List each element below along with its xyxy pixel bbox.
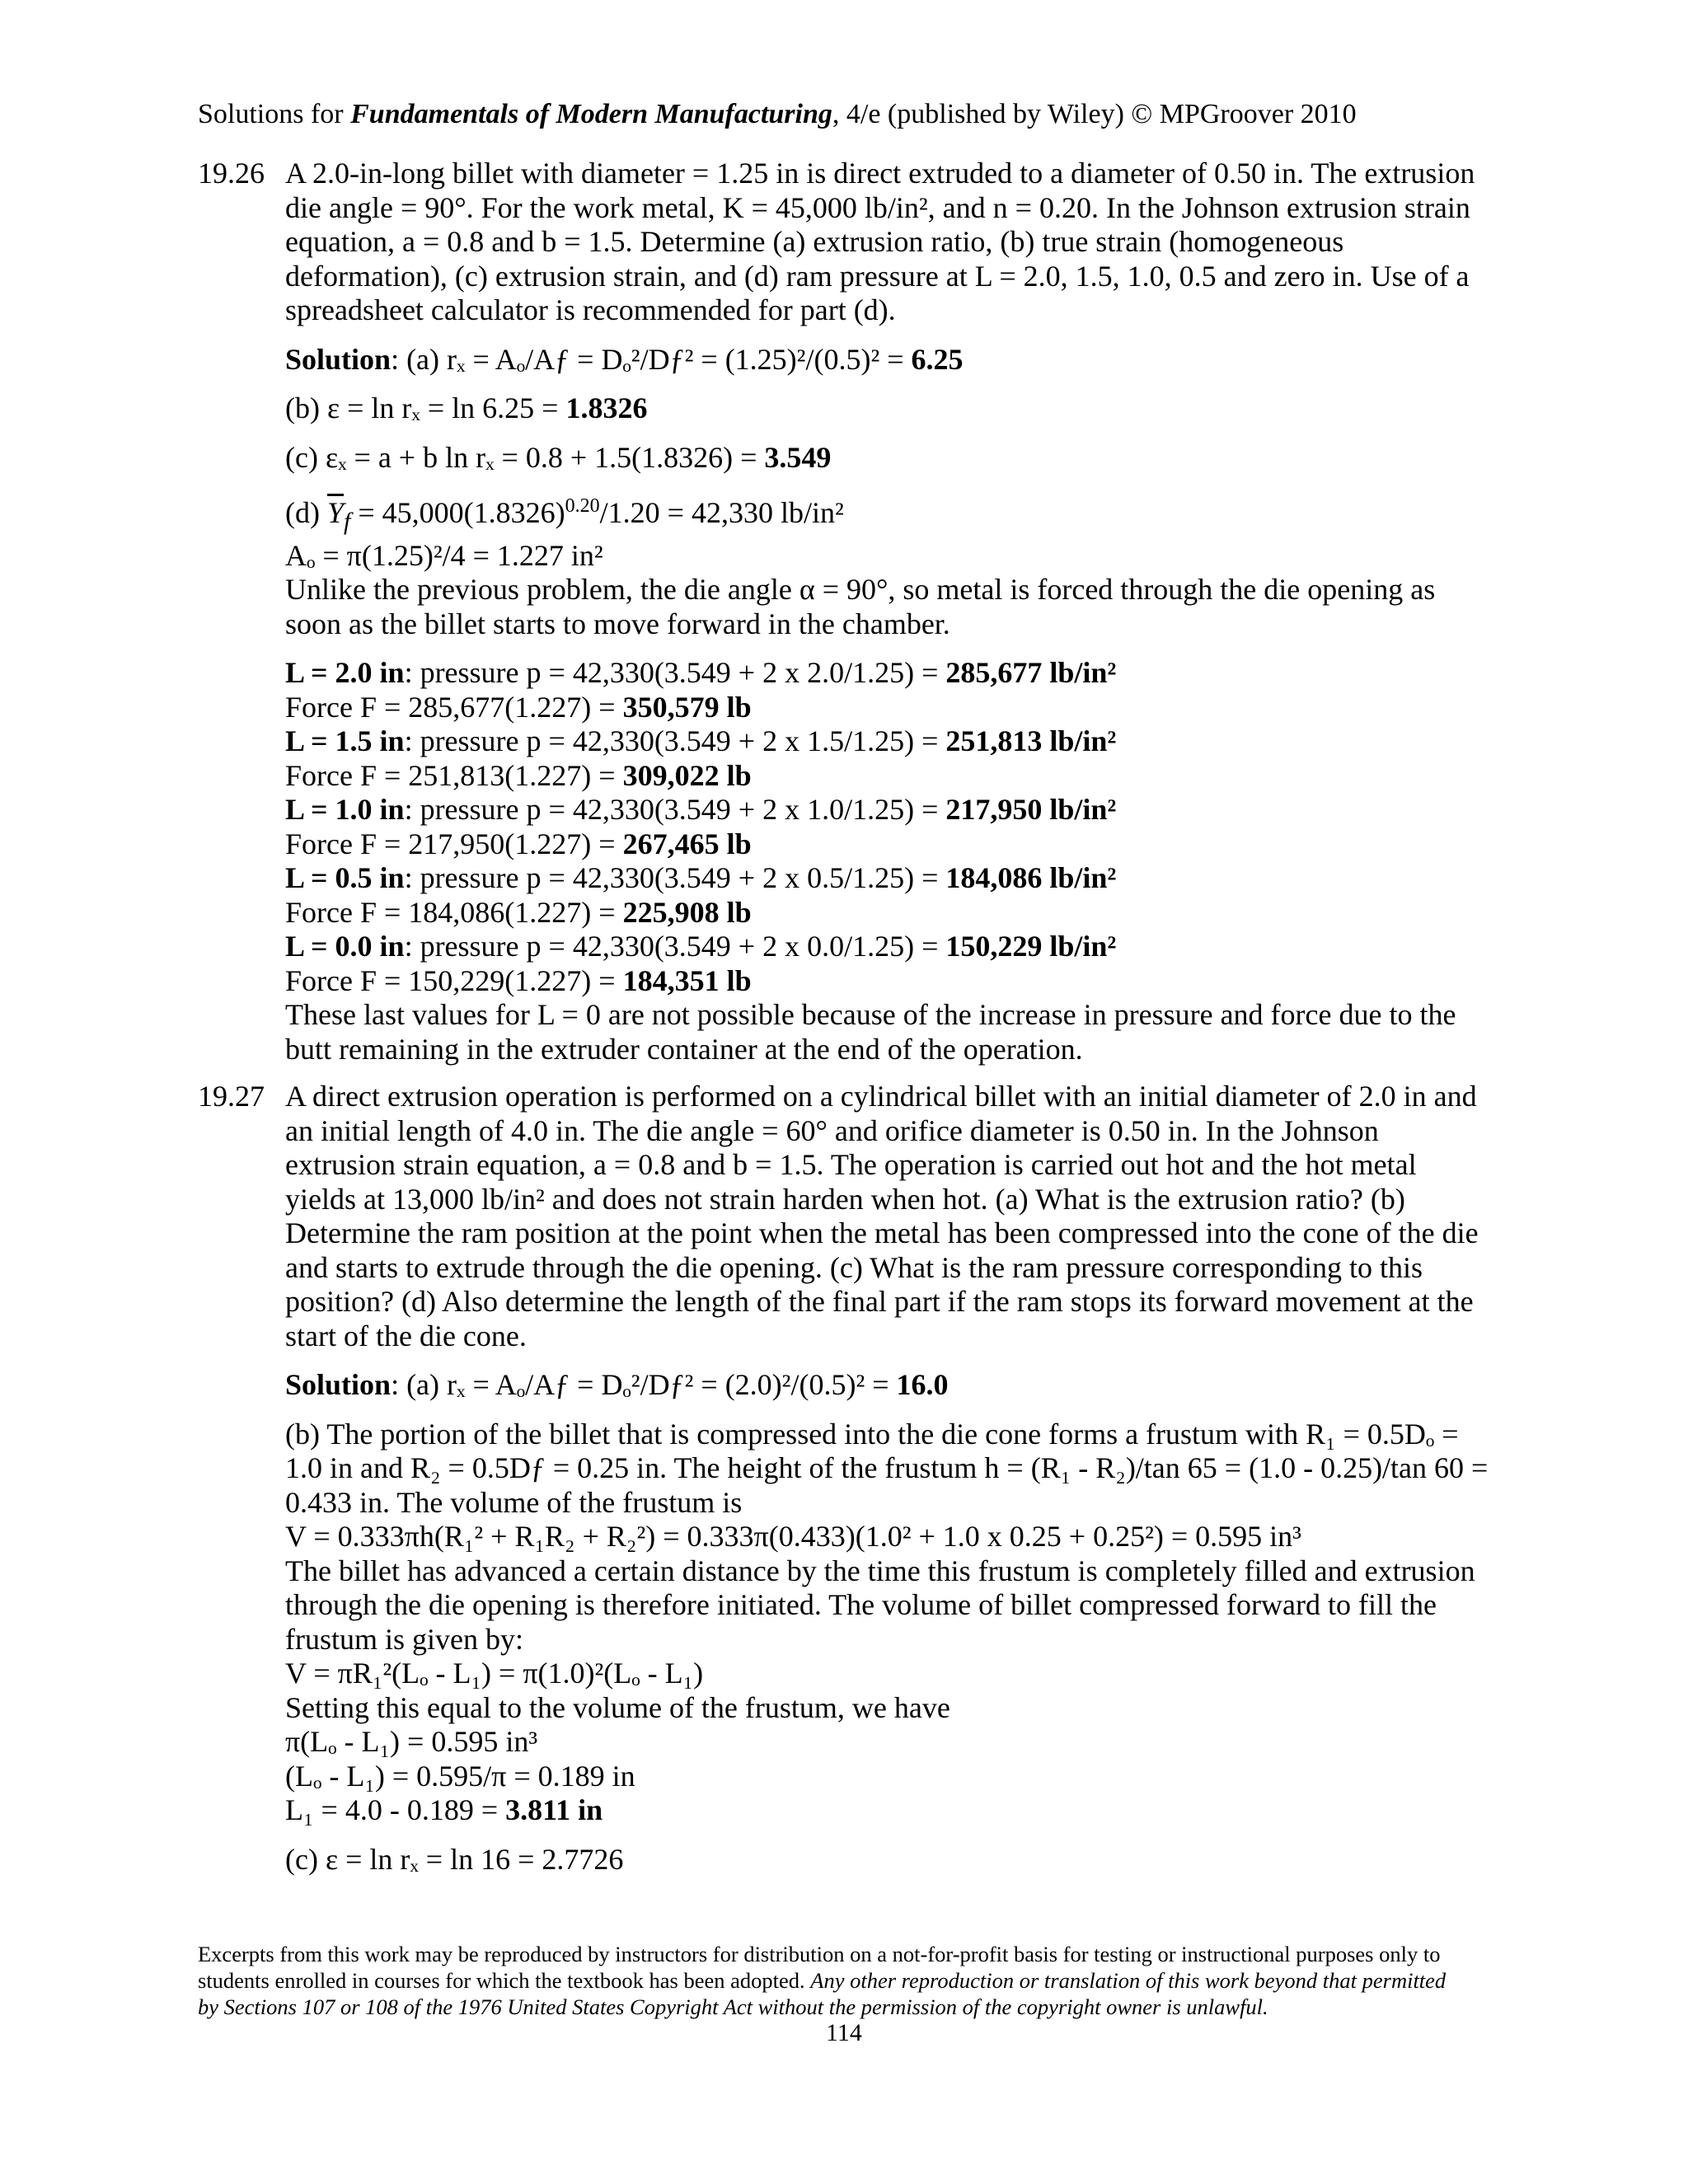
statement-line: yields at 13,000 lb/in² and does not strain harden when hot. (a) What is the extrusion ratio? (b)	[285, 1182, 1405, 1216]
header-suffix: , 4/e (published by Wiley) © MPGroover 2010	[832, 99, 1357, 129]
solution-b	[285, 391, 1550, 426]
solution-b-final-result: 3.811 in	[505, 1793, 603, 1827]
solution-c: (c) ε = ln rₓ = ln 16 = 2.7726	[285, 1842, 624, 1876]
case-force-result: 309,022 lb	[622, 758, 752, 792]
footer-italic-text: Any other reproduction or translation of this work beyond that permitted	[810, 1968, 1447, 1993]
case-l-label: L = 2.0 in	[285, 656, 405, 690]
case-pressure-result: 217,950 lb/in²	[945, 793, 1117, 827]
solution-b-line: 0.433 in. The volume of the frustum is	[285, 1485, 743, 1519]
case-l-1-0	[285, 793, 1550, 861]
solution-a	[285, 1368, 1550, 1403]
footer-line	[198, 1967, 1492, 1994]
case-pressure-text: : pressure p = 42,330(3.549 + 2 x 0.5/1.25) =	[404, 861, 946, 895]
problem-19-27	[198, 1080, 1550, 1877]
problem-body	[285, 157, 1550, 1066]
case-pressure-result: 150,229 lb/in²	[945, 930, 1117, 963]
case-l-1-5	[285, 724, 1550, 793]
solution-b-line: Setting this equal to the volume of the frustum, we have	[285, 1690, 950, 1724]
solution-b-line: V = πR₁²(Lₒ - L₁) = π(1.0)²(Lₒ - L₁)	[285, 1657, 704, 1690]
case-l-2-0	[285, 656, 1550, 724]
closing-line: butt remaining in the extruder container at the end of the operation.	[285, 1032, 1083, 1066]
solution-c-text: (c) εₓ = a + b ln rₓ = 0.8 + 1.5(1.8326) =	[285, 440, 765, 474]
case-l-label: L = 0.5 in	[285, 861, 405, 895]
footer-plain-text: students enrolled in courses for which the textbook has been adopted.	[198, 1968, 811, 1993]
case-force-result: 267,465 lb	[622, 827, 752, 860]
statement-line: deformation), (c) extrusion strain, and (d) ram pressure at L = 2.0, 1.5, 1.0, 0.5 and zero in. Use of a	[285, 259, 1470, 293]
footer-italic-text: by Sections 107 or 108 of the 1976 United States Copyright Act without the permission of the copyright owner is unlawful.	[198, 1994, 1268, 2019]
solution-b-final-text: L₁ = 4.0 - 0.189 =	[285, 1793, 506, 1827]
solution-b-final	[285, 1793, 1550, 1828]
statement-line: A 2.0-in-long billet with diameter = 1.25 in is direct extruded to a diameter of 0.50 in. The extrusion	[285, 157, 1475, 190]
case-force	[285, 964, 1550, 999]
case-l-0-5	[285, 861, 1550, 930]
case-pressure	[285, 724, 1550, 759]
case-force-text: Force F = 184,086(1.227) =	[285, 895, 623, 929]
solution-a-text: : (a) rₓ = Aₒ/Aƒ = Dₒ²/Dƒ² = (1.25)²/(0.5)² =	[391, 342, 912, 376]
case-force-text: Force F = 217,950(1.227) =	[285, 827, 623, 860]
case-force	[285, 827, 1550, 862]
problem-number: 19.26	[198, 157, 265, 190]
solution-b-line: frustum is given by:	[285, 1622, 523, 1656]
statement-line: position? (d) Also determine the length of the final part if the ram stops its forward movement at the	[285, 1285, 1474, 1319]
page-content	[198, 157, 1550, 1882]
case-pressure-result: 184,086 lb/in²	[945, 861, 1117, 895]
note-line: Unlike the previous problem, the die angle α = 90°, so metal is forced through the die opening as	[285, 573, 1436, 607]
solution-d-prefix: (d)	[285, 496, 327, 529]
solution-b-text: (b) ε = ln rₓ = ln 6.25 =	[285, 391, 566, 424]
solution-d	[285, 490, 1550, 539]
case-force	[285, 691, 1550, 725]
solution-label: Solution	[285, 342, 392, 376]
solution-b-line: (Lₒ - L₁) = 0.595/π = 0.189 in	[285, 1759, 635, 1793]
solution-b-line: The billet has advanced a certain distance by the time this frustum is completely filled and extrusion	[285, 1554, 1475, 1587]
solution-a-result: 16.0	[896, 1368, 949, 1402]
case-pressure-text: : pressure p = 42,330(3.549 + 2 x 1.5/1.25) =	[404, 724, 946, 758]
statement-line: spreadsheet calculator is recommended for part (d).	[285, 293, 896, 326]
area-line: Aₒ = π(1.25)²/4 = 1.227 in²	[285, 538, 603, 572]
solution-c-result: 3.549	[764, 440, 832, 474]
footer-line	[198, 1994, 1492, 2020]
header-prefix: Solutions for	[198, 99, 351, 129]
case-pressure-result: 285,677 lb/in²	[945, 656, 1117, 690]
case-pressure	[285, 656, 1550, 691]
case-pressure	[285, 793, 1550, 827]
case-force-result: 225,908 lb	[622, 895, 752, 929]
statement-line: an initial length of 4.0 in. The die angle = 60° and orifice diameter is 0.50 in. In the Johnson	[285, 1113, 1379, 1147]
case-l-label: L = 1.5 in	[285, 724, 405, 758]
flow-stress-symbol: $\overline{Y}$	[326, 496, 345, 529]
case-l-label: L = 1.0 in	[285, 793, 405, 827]
case-pressure	[285, 861, 1550, 896]
case-pressure-text: : pressure p = 42,330(3.549 + 2 x 0.0/1.25) =	[404, 930, 946, 963]
case-pressure-result: 251,813 lb/in²	[945, 724, 1117, 758]
solution-b-line: 1.0 in and R₂ = 0.5Dƒ = 0.25 in. The height of the frustum h = (R₁ - R₂)/tan 65 = (1.0 - 0.25)/tan 60 =	[285, 1451, 1489, 1485]
book-title: Fundamentals of Modern Manufacturing	[350, 99, 832, 129]
case-force-text: Force F = 251,813(1.227) =	[285, 758, 623, 792]
case-pressure	[285, 930, 1550, 964]
problem-body	[285, 1080, 1550, 1877]
solution-a	[285, 343, 1550, 377]
copyright-footer	[198, 1941, 1492, 2020]
case-pressure-text: : pressure p = 42,330(3.549 + 2 x 1.0/1.25) =	[404, 793, 946, 827]
solution-d-eq: = 45,000(1.8326)	[350, 496, 565, 529]
case-force-text: Force F = 285,677(1.227) =	[285, 690, 623, 724]
statement-line: extrusion strain equation, a = 0.8 and b = 1.5. The operation is carried out hot and the hot metal	[285, 1148, 1417, 1182]
solution-a-text: : (a) rₓ = Aₒ/Aƒ = Dₒ²/Dƒ² = (2.0)²/(0.5)² =	[391, 1368, 897, 1402]
solution-a-result: 6.25	[911, 342, 964, 376]
statement-line: die angle = 90°. For the work metal, K = 45,000 lb/in², and n = 0.20. In the Johnson extrusion strain	[285, 190, 1470, 224]
statement-line: start of the die cone.	[285, 1319, 527, 1352]
case-force	[285, 759, 1550, 794]
case-force	[285, 896, 1550, 930]
problem-number: 19.27	[198, 1080, 265, 1113]
solution-b-line: π(Lₒ - L₁) = 0.595 in³	[285, 1725, 538, 1759]
case-pressure-text: : pressure p = 42,330(3.549 + 2 x 2.0/1.25) =	[404, 656, 946, 690]
page-number: 114	[826, 2019, 862, 2046]
footer-line: Excerpts from this work may be reproduced by instructors for distribution on a not-for-profit basis for testing or instructional purposes only to	[198, 1942, 1441, 1966]
solution-b-line: (b) The portion of the billet that is compressed into the die cone forms a frustum with R₁ = 0.5Dₒ =	[285, 1417, 1459, 1451]
solution-d-tail: /1.20 = 42,330 lb/in²	[599, 496, 844, 529]
page-header	[198, 97, 1517, 132]
statement-line: equation, a = 0.8 and b = 1.5. Determine (a) extrusion ratio, (b) true strain (homogeneous	[285, 225, 1344, 258]
problem-19-26	[198, 157, 1550, 1066]
flow-stress-subscript: f	[344, 508, 351, 536]
statement-line: and starts to extrude through the die opening. (c) What is the ram pressure corresponding to this	[285, 1250, 1423, 1284]
closing-line: These last values for L = 0 are not possible because of the increase in pressure and force due to the	[285, 998, 1456, 1032]
solution-label: Solution	[285, 1368, 392, 1402]
case-l-0-0	[285, 930, 1550, 998]
case-force-text: Force F = 150,229(1.227) =	[285, 963, 623, 997]
solution-b-line: V = 0.333πh(R₁² + R₁R₂ + R₂²) = 0.333π(0.433)(1.0² + 1.0 x 0.25 + 0.25²) = 0.595 in³	[285, 1520, 1301, 1554]
note-line: soon as the billet starts to move forward in the chamber.	[285, 607, 950, 640]
case-l-label: L = 0.0 in	[285, 930, 405, 963]
solution-d-exponent: 0.20	[565, 495, 600, 517]
statement-line: A direct extrusion operation is performed on a cylindrical billet with an initial diameter of 2.0 in and	[285, 1080, 1477, 1113]
statement-line: Determine the ram position at the point when the metal has been compressed into the cone of the die	[285, 1216, 1479, 1250]
case-force-result: 184,351 lb	[622, 963, 752, 997]
case-force-result: 350,579 lb	[622, 690, 752, 724]
solution-b-result: 1.8326	[565, 391, 648, 424]
solution-c	[285, 441, 1550, 476]
solution-b-line: through the die opening is therefore initiated. The volume of billet compressed forward to fill the	[285, 1588, 1437, 1622]
